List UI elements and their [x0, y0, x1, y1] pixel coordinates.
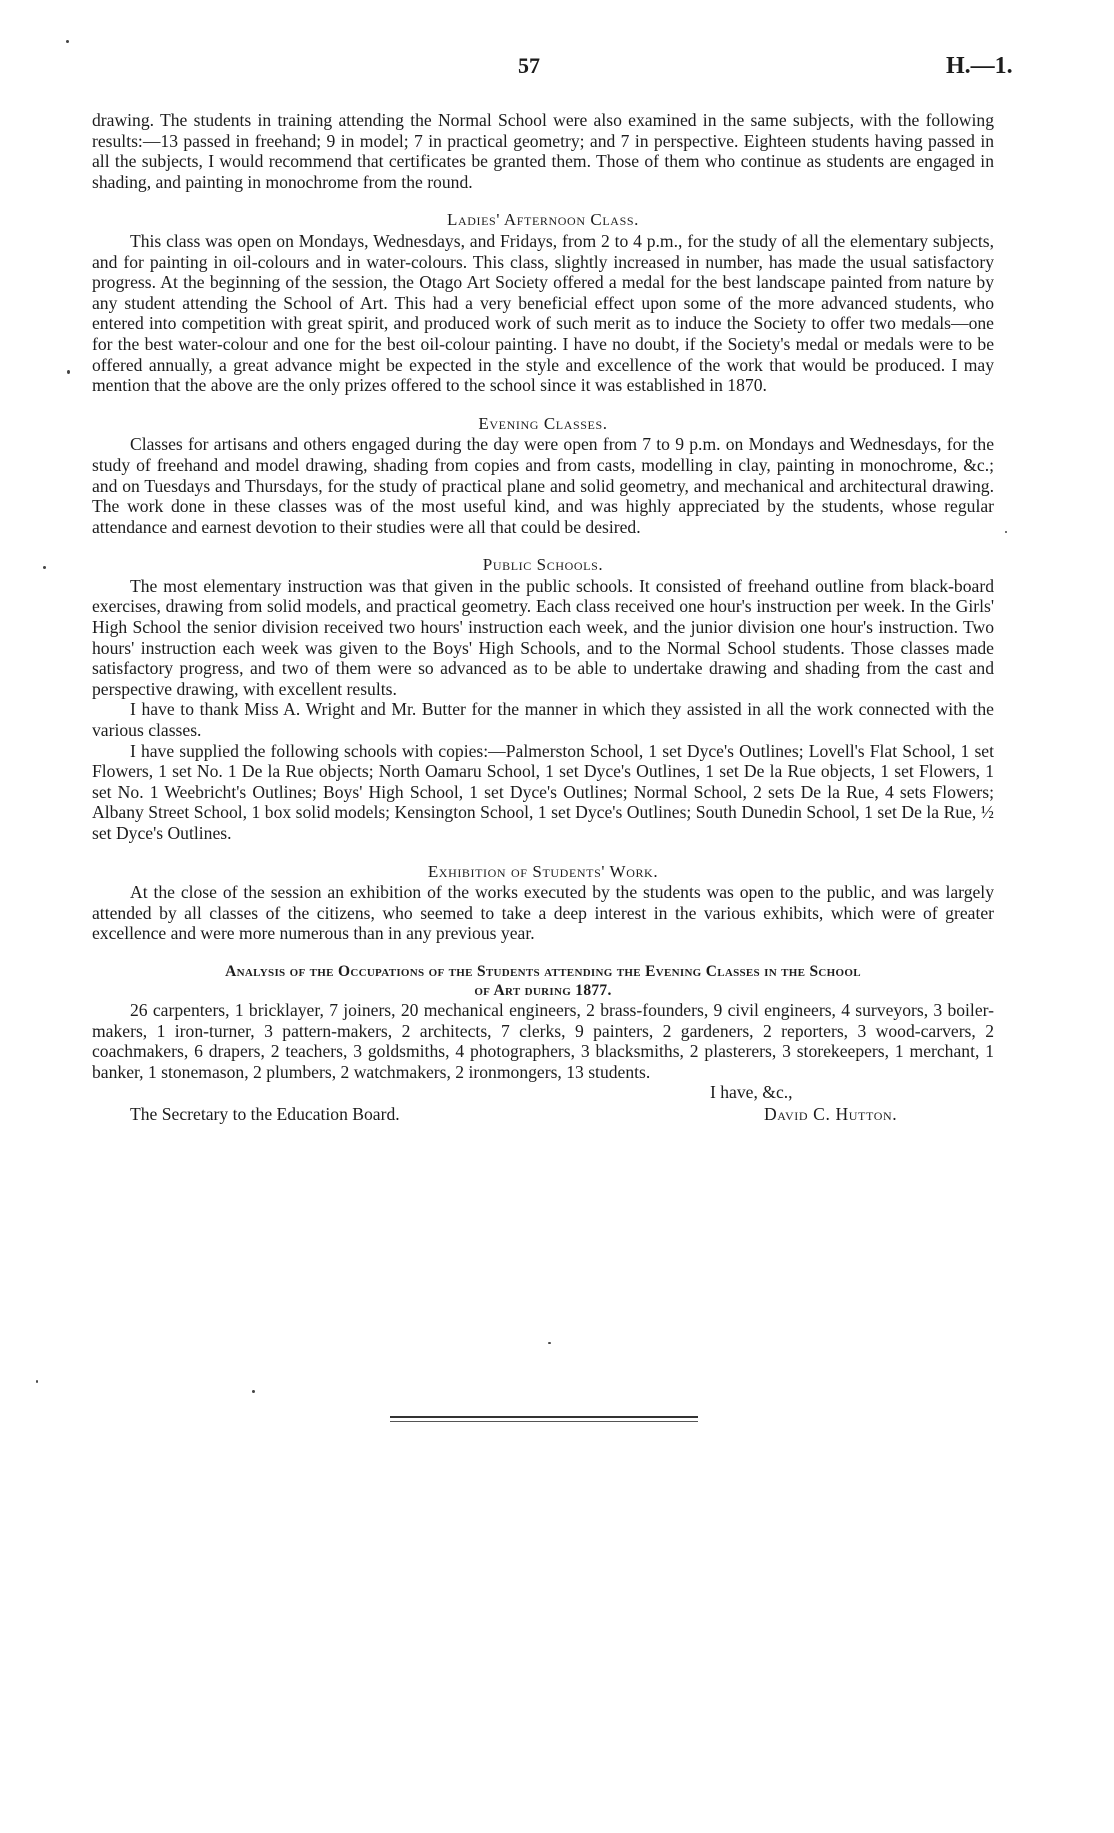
closing-rule [390, 1416, 698, 1418]
scan-speck [43, 566, 46, 569]
ladies-class-paragraph: This class was open on Mondays, Wednesdays, and Fridays, from 2 to 4 p.m., for the study of all the elementary subjects, and for painting in oil-colours and in water-colours. This class, slightly increased in number, has made the usual satisfactory progress. At the beginning of the session, the Otago Art Society offered a medal for the best landscape painted from nature by any student attending the School of Art. This had a very beneficial effect upon some of the more advanced students, who entered into competition with great spirit, and produced work of such merit as to induce the Society to offer two medals—one for the best water-colour and one for the best oil-colour painting. I have no doubt, if the Society's medal or medals were to be offered annually, a great advance might be expected in the style and excellence of the work that would be produced. I may mention that the above are the only prizes offered to the school since it was established in 1870. [92, 230, 994, 396]
evening-classes-heading: Evening Classes. [478, 413, 608, 433]
signature-closing: I have, &c., [710, 1082, 793, 1103]
body-column [92, 110, 994, 1126]
scan-speck [67, 370, 70, 374]
page-number: 57 [518, 53, 540, 78]
exhibition-paragraph: At the close of the session an exhibition of the works executed by the students was open to the public, and was largely attended by all classes of the citizens, who seemed to take a deep interest in the various exhibits, which were of greater excellence and were more numerous than in any previous year. [92, 882, 994, 944]
scan-speck [1005, 531, 1007, 533]
ladies-class-heading: Ladies' Afternoon Class. [447, 210, 639, 230]
public-schools-paragraph: The most elementary instruction was that given in the public schools. It consisted of freehand outline from black-board exercises, drawing from solid models, and practical geometry. Each class received one hour's instruction per week. In the Girls' High School the senior division received two hours' instruction each week, and the junior division one hour's instruction. Two hours' instruction each week was given to the Boys' High Schools, and to the Normal School students. Those classes made satisfactory progress, and two of them were so advanced as to be able to undertake drawing and shading from the cast and perspective drawing, with excellent results. [92, 575, 994, 699]
evening-classes-paragraph: Classes for artisans and others engaged during the day were open from 7 to 9 p.m. on Mondays and Wednesdays, for the study of freehand and model drawing, shading from copies and from casts, modelling in clay, painting in monochrome, &c.; and on Tuesdays and Thursdays, for the study of practical plane and solid geometry, and mechanical and architectural drawing. The work done in these classes was of the most useful kind, and was highly appreciated by the students, whose regular attendance and earnest devotion to their studies were all that could be desired. [92, 434, 994, 537]
addressee: The Secretary to the Education Board. [130, 1104, 400, 1125]
signature-block [92, 1082, 994, 1126]
scan-speck [66, 40, 69, 43]
analysis-heading [92, 962, 994, 1000]
analysis-paragraph: 26 carpenters, 1 bricklayer, 7 joiners, 20 mechanical engineers, 2 brass-founders, 9 civil engineers, 4 surveyors, 3 boiler-makers, 1 iron-turner, 3 pattern-makers, 2 architects, 7 clerks, 9 painters, 2 gardeners, 2 reporters, 3 wood-carvers, 2 coachmakers, 6 drapers, 2 teachers, 3 goldsmiths, 4 photographers, 3 blacksmiths, 2 plasterers, 3 storekeepers, 1 merchant, 1 banker, 1 stonemason, 2 plumbers, 2 watchmakers, 2 ironmongers, 13 students. [92, 999, 994, 1082]
exhibition-heading: Exhibition of Students' Work. [427, 861, 659, 881]
signature-name: David C. Hutton. [764, 1104, 898, 1125]
copies-supplied-paragraph: I have supplied the following schools with copies:—Palmerston School, 1 set Dyce's Outlines; Lovell's Flat School, 1 set Flowers, 1 set No. 1 De la Rue objects; North Oamaru School, 1 set Dyce's Outlines, 1 set De la Rue objects, 1 set Flowers, 1 set No. 1 Weebricht's Outlines; Boys' High School, 1 set Dyce's Outlines; Normal School, 2 sets De la Rue, 4 sets Flowers; Albany Street School, 1 box solid models; Kensington School, 1 set Dyce's Outlines; South Dunedin School, 1 set De la Rue, ½ set Dyce's Outlines. [92, 740, 994, 843]
scan-speck [252, 1390, 255, 1393]
public-schools-heading: Public Schools. [482, 555, 604, 575]
analysis-heading-line1: Analysis of the Occupations of the Students attending the Evening Classes in the School [225, 962, 861, 980]
analysis-heading-line2: of Art during 1877. [474, 981, 612, 999]
document-reference: H.—1. [946, 53, 1013, 79]
intro-paragraph: drawing. The students in training attending the Normal School were also examined in the same subjects, with the following results:—13 passed in freehand; 9 in model; 7 in practical geometry; and 7 in perspective. Eighteen students having passed in all the subjects, I would recommend that certificates be granted them. Those of them who continue as students are engaged in shading, and painting in monochrome from the round. [92, 110, 994, 192]
thanks-paragraph: I have to thank Miss A. Wright and Mr. Butter for the manner in which they assisted in all the work connected with the various classes. [92, 699, 994, 741]
closing-rule-thin [390, 1421, 698, 1422]
scan-speck [36, 1380, 38, 1383]
scan-speck [548, 1342, 551, 1344]
